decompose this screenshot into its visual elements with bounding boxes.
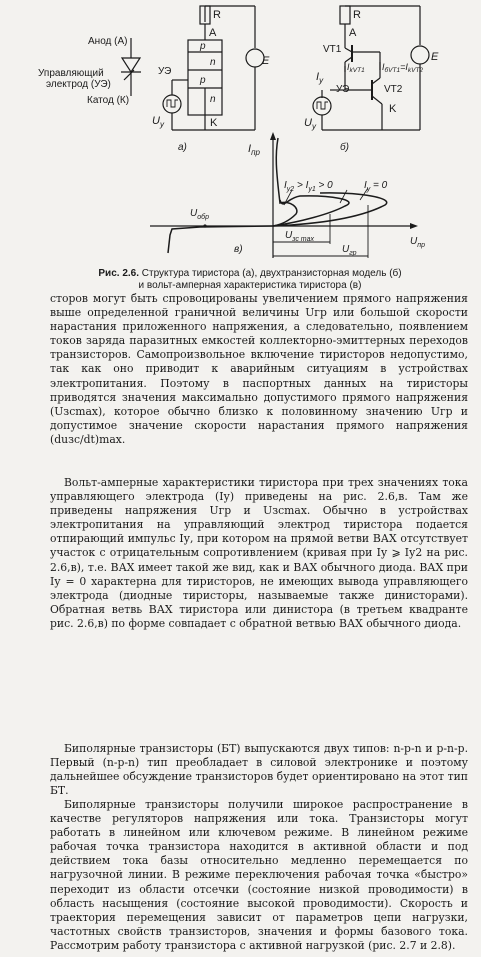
- caption-number: Рис. 2.6.: [98, 268, 140, 279]
- label-r-a: R: [213, 9, 221, 21]
- reverse-branch: [168, 226, 273, 253]
- label-ipr: $I_{пр}$: [248, 143, 260, 157]
- label-ue-a: УЭ: [158, 66, 172, 77]
- paragraph-4: [50, 798, 468, 953]
- label-k-b: K: [389, 103, 397, 115]
- figure-2-6: [0, 0, 481, 270]
- label-gate-2: электрод (УЭ): [46, 79, 111, 90]
- label-gate-1: Управляющий: [38, 68, 104, 79]
- label-iy-zero: $I_у = 0$: [364, 180, 388, 193]
- source-e-b: [411, 46, 429, 64]
- label-uy-b: $U_у$: [304, 117, 316, 131]
- pulse-source-b: [313, 97, 331, 115]
- panel-b-label: б): [340, 142, 349, 153]
- label-uobr: $U_{обр}$: [190, 208, 209, 221]
- axis-i-arrow: [270, 132, 276, 140]
- label-iy2-gt-iy1: $I_{у2} > I_{у1} > 0$: [284, 180, 333, 193]
- caption-line-1: Структура тиристора (а), двухтранзисторная модель (б): [139, 268, 402, 279]
- label-upr: $U_{пр}$: [410, 236, 425, 249]
- thyristor-symbol-triangle: [122, 58, 140, 72]
- label-uzc-max: $U_{зс max}$: [285, 230, 315, 243]
- label-iy-b: $I_у$: [316, 71, 324, 85]
- pulse-source-a: [163, 95, 181, 113]
- panel-c-label: в): [234, 244, 243, 255]
- label-cathode: Катод (К): [87, 95, 130, 106]
- resistor-r-b: [340, 6, 350, 24]
- label-uy-a: $U_у$: [152, 115, 164, 129]
- label-ue-b: УЭ: [336, 84, 350, 95]
- layer-p1: p: [200, 41, 206, 52]
- paragraph-1-text: сторов могут быть спровоцированы увеличением прямого напряжения выше определенной граничной величины Uгр или большой скорости нарастания приложенного напряжения, а следовательно, появлением токов заряда паразитных емкостей коллекторно-эмиттерных переходов транзисторов. Самопроизвольное включение тиристоров недопустимо, так как оно приводит к аварийным ситуациям в устройствах электропитания. Поэтому в паспортных данных на тиристоры приводятся значения максимально допустимого прямого напряжения (Uзсmax), которое обычно близко к половинному значению Uгр и допустимое значение скорости нарастания прямого напряжения (duзс/dt)max.: [50, 292, 468, 446]
- label-e-a: E: [262, 55, 270, 67]
- label-ib-eq-ik: $I_{бVT1}=I_{kVT2}$: [382, 62, 424, 74]
- label-e-b: E: [431, 51, 439, 63]
- layer-p2: p: [200, 75, 206, 86]
- layer-n1: n: [210, 57, 216, 68]
- axis-u-arrow: [410, 223, 418, 229]
- caption-line-2: и вольт-амперная характеристика тиристора (в): [138, 280, 362, 291]
- layer-n2: n: [210, 94, 216, 105]
- label-ugr: $U_{гр}$: [342, 244, 357, 257]
- paragraph-3-text: Биполярные транзисторы (БТ) выпускаются двух типов: n-p-n и p-n-p. Первый (n-p-n) тип преобладает в силовой электронике и поэтому дальнейшее обсуждение транзисторов будет ориентировано на этот тип БТ.: [50, 742, 468, 798]
- label-vt1: VT1: [323, 44, 342, 55]
- paragraph-1: [50, 292, 468, 447]
- label-r-b: R: [353, 9, 361, 21]
- label-a-a: A: [209, 27, 217, 39]
- label-vt2: VT2: [384, 84, 403, 95]
- label-a-b: A: [349, 27, 357, 39]
- panel-a-label: a): [178, 142, 187, 153]
- label-anode: Анод (А): [88, 36, 128, 47]
- paragraph-4-text: Биполярные транзисторы получили широкое распространение в качестве регуляторов напряжения или тока. Транзисторы могут работать в линейном или ключевом режиме. В линейном режиме рабочая точка транзистора находится в активной области и под действием тока базы относительно медленно перемещается по нагрузочной линии. В режиме переключения рабочая точка «быстро» переходит из области отсечки (состояние низкой проводимости) в область насыщения (состояние высокой проводимости). Скорость и траектория перемещения зависит от параметров цепи нагрузки, частотных свойств транзисторов, значения и формы базового тока. Рассмотрим работу транзистора с активной нагрузкой (рис. 2.7 и 2.8).: [50, 798, 468, 952]
- paragraph-3: [50, 742, 468, 798]
- label-k-a: K: [210, 117, 218, 129]
- paragraph-2-text: Вольт-амперные характеристики тиристора при трех значениях тока управляющего электрода (Iу) приведены на рис. 2.6,в. Там же приведены напряжения Uгр и Uзсmax. Обычно в устройствах электропитания на управляющий электрод тиристора подается отпирающий импульс Iу, при котором на прямой ветви ВАХ отсутствует участок с отрицательным сопротивлением (кривая при Iу ⩾ Iу2 на рис. 2.6,в), т.е. ВАХ имеет такой же вид, как и ВАХ обычного диода. ВАХ при Iу = 0 характерна для тиристоров, не имеющих вывода управляющего электрода (диодные тиристоры, называемые также динисторами). Обратная ветвь ВАХ тиристора или динистора (в третьем квадранте рис. 2.6,в) по форме совпадает с обратной ветвью ВАХ обычного диода.: [50, 476, 468, 630]
- figure-caption: [40, 268, 460, 292]
- paragraph-2: [50, 476, 468, 631]
- curve-iy1: [273, 196, 349, 226]
- figure-drawing: [0, 0, 481, 270]
- label-ik-vt1: $I_{kVT1}$: [347, 62, 365, 74]
